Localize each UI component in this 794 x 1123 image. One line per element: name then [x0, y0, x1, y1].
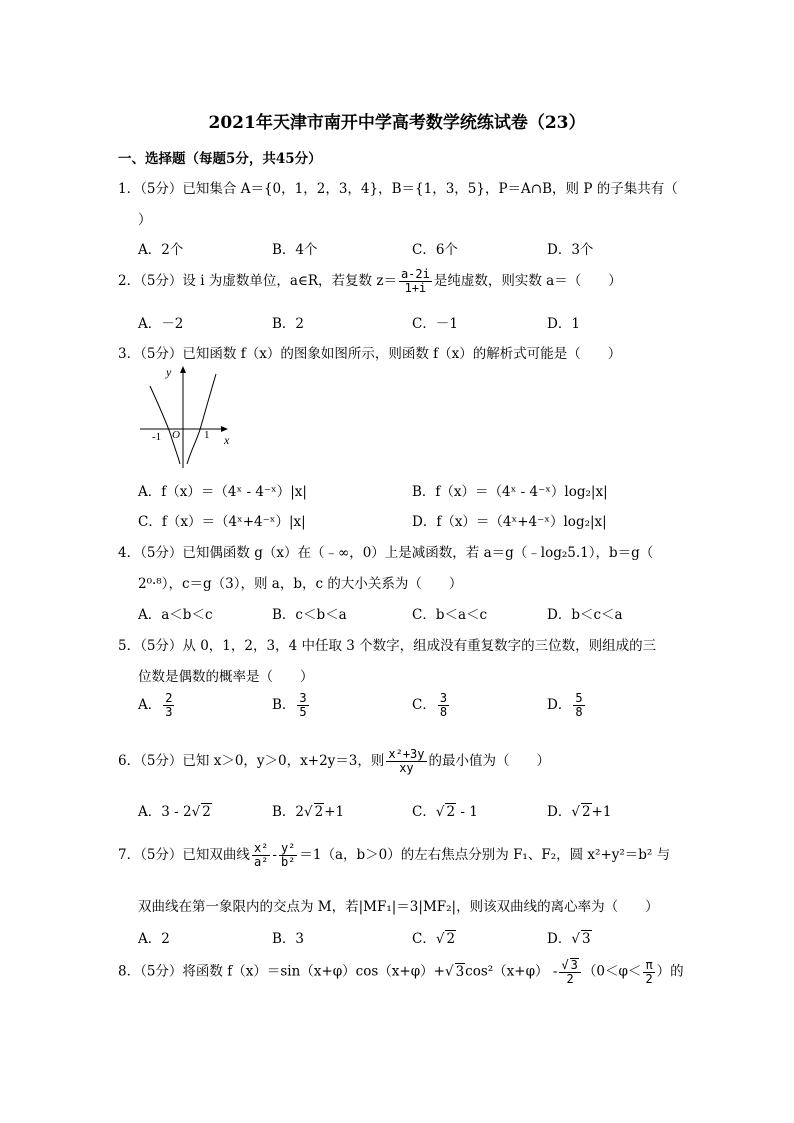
q4-option-b: B．c＜b＜a — [272, 607, 347, 623]
q5-c-num: 3 — [439, 691, 448, 705]
origin-label: O — [172, 429, 180, 441]
q6-c-rad: 2 — [446, 804, 456, 820]
q4-option-a: A．a＜b＜c — [138, 607, 213, 623]
q7-stem-pre: 7．（5分）已知双曲线 — [118, 847, 250, 864]
q5-option-b — [272, 692, 311, 719]
q6-option-a: A．3 - 2√ 2 — [138, 804, 211, 820]
q2-stem-pre: 2．（5分）设 i 为虚数单位，a∈R，若复数 z＝ — [118, 273, 397, 290]
q8-stem-mid2: （0＜φ＜ — [582, 963, 642, 980]
q3-option-c: C．f（x）＝（4ˣ+4⁻ˣ）|x| — [138, 514, 306, 530]
q8-rad: 3 — [455, 963, 465, 980]
q7-stem-tail: 双曲线在第一象限内的交点为 M，若|MF₁|＝3|MF₂|，则该双曲线的离心率为（ ） — [138, 899, 659, 915]
q7-d-pre: D． — [547, 931, 572, 947]
page-title: 2021年天津市南开中学高考数学统练试卷（23） — [208, 113, 586, 133]
q6-c-post: - 1 — [456, 804, 478, 820]
q6-c-pre: C． — [412, 804, 436, 820]
q4-stem-tail: 2⁰·⁸），c＝g（3），则 a，b，c 的大小关系为（ ） — [138, 576, 463, 592]
q3-stem: 3．（5分）已知函数 f（x）的图象如图所示，则函数 f（x）的解析式可能是（ ） — [118, 346, 622, 362]
q5-stem-tail: 位数是偶数的概率是（ ） — [138, 669, 314, 685]
q6-frac-den: xy — [399, 761, 414, 776]
q6-d-pre: D． — [547, 804, 572, 820]
q5-a-label: A． — [138, 697, 162, 714]
q2-option-a: A．－2 — [138, 316, 184, 332]
q1-option-a: A．2个 — [138, 242, 184, 258]
q6-option-c: C．√ 2 - 1 — [412, 804, 478, 820]
q6-a-rad: 2 — [202, 804, 211, 820]
q5-stem: 5．（5分）从 0，1，2，3，4 中任取 3 个数字，组成没有重复数字的三位数，则组成的三 — [118, 638, 657, 654]
q6-stem — [118, 748, 550, 775]
q6-d-post: +1 — [591, 804, 612, 820]
q1-option-d: D．3个 — [547, 242, 594, 258]
q8-stem-pre: 8．（5分）将函数 f（x）＝sin（x+φ）cos（x+φ）+ — [118, 963, 445, 980]
q6-b-rad: 2 — [314, 804, 324, 820]
q5-d-den: 8 — [575, 705, 583, 720]
q8-pi-den: 2 — [645, 971, 653, 986]
q8-stem-post: ）的 — [656, 963, 684, 980]
q8-frac-pi — [643, 959, 654, 986]
q5-a-num: 2 — [165, 691, 173, 705]
q5-d-num: 5 — [575, 691, 583, 705]
q5-option-c — [412, 692, 451, 719]
q7-stem-post: ＝1（a，b＞0）的左右焦点分别为 F₁、F₂，圆 x²+y²＝b² 与 — [299, 847, 671, 864]
pos-one-label: 1 — [204, 429, 210, 441]
q7-stem — [118, 842, 670, 869]
q7-option-b: B．3 — [272, 931, 305, 947]
q1-option-b: B．4个 — [272, 242, 318, 258]
q2-fraction — [399, 268, 432, 295]
q8-pi-num: π — [645, 957, 653, 972]
q5-a-den: 3 — [165, 705, 173, 720]
q2-option-b: B．2 — [272, 316, 305, 332]
q6-fraction — [386, 748, 426, 775]
q3-function-graph — [138, 364, 238, 472]
q4-stem: 4．（5分）已知偶函数 g（x）在（﹣∞，0）上是减函数，若 a＝g（﹣log₂5.1），b＝g（ — [118, 545, 654, 561]
y-label: y — [166, 365, 172, 379]
q6-d-rad: 2 — [581, 804, 591, 820]
q8-stem: 8．（5分）将函数 f（x）＝sin（x+φ）cos（x+φ）+√ 3cos²（x+φ） - $\frac{√ 3}{2}$ （0＜φ＜ $\frac{\pi}{2}$ ）的 — [118, 957, 684, 987]
q1-option-c: C．6个 — [412, 242, 458, 258]
right-curve — [187, 374, 216, 464]
left-curve — [150, 386, 180, 464]
q7-frac-y — [279, 842, 297, 869]
x-axis-arrow — [221, 426, 228, 432]
q3-option-d: D．f（x）＝（4ˣ+4⁻ˣ）log₂|x| — [412, 514, 607, 530]
q6-b-pre: B．2 — [272, 804, 305, 820]
q6-option-b: B．2√ 2+1 — [272, 804, 345, 820]
q5-b-num: 3 — [299, 691, 307, 705]
q8-frac-sqrt3: $\frac{√ 3}{2}$ — [559, 958, 580, 986]
q7-minus: - — [272, 847, 277, 864]
q7-frac-x — [252, 842, 270, 869]
y-axis-arrow — [180, 366, 186, 373]
neg-one-label: -1 — [152, 431, 162, 443]
q5-option-d — [547, 692, 587, 719]
q5-b-label: B． — [272, 697, 296, 714]
q7-d-rad: 3 — [581, 931, 591, 947]
q8-frac-rad: 3 — [570, 958, 578, 972]
q6-b-post: +1 — [324, 804, 345, 820]
q7-f1-den: a² — [253, 855, 269, 870]
q1-stem: 1．（5分）已知集合 A＝{0，1，2，3，4}，B＝{1，3，5}，P＝A∩B，则 P 的子集共有（ — [118, 181, 678, 197]
q7-c-rad: 2 — [446, 931, 456, 947]
q6-stem-post: 的最小值为（ ） — [428, 753, 550, 770]
q3-option-b: B．f（x）＝（4ˣ - 4⁻ˣ）log₂|x| — [412, 484, 608, 500]
q7-f1-num: x² — [253, 841, 269, 855]
q2-stem-post: 是纯虚数，则实数 a＝（ ） — [433, 273, 622, 290]
q7-c-pre: C． — [412, 931, 436, 947]
q4-option-c: C．b＜a＜c — [412, 607, 488, 623]
q6-frac-num: x²+3y — [388, 747, 425, 761]
q2-option-c: C．－1 — [412, 316, 458, 332]
q5-b-den: 5 — [299, 705, 307, 720]
section-heading: 一、选择题（每题5分，共45分） — [118, 151, 322, 167]
q5-c-label: C． — [412, 697, 436, 714]
q5-c-den: 8 — [439, 705, 448, 720]
q3-option-a: A．f（x）＝（4ˣ - 4⁻ˣ）|x| — [138, 484, 307, 500]
q7-f2-den: b² — [280, 855, 296, 870]
q5-d-label: D． — [547, 697, 572, 714]
q6-option-d: D．√ 2+1 — [547, 804, 612, 820]
q2-frac-den: 1+i — [404, 281, 427, 296]
q7-option-a: A．2 — [138, 931, 170, 947]
x-label: x — [224, 433, 230, 447]
q2-frac-num: a-2i — [400, 267, 430, 281]
q7-option-d: D．√ 3 — [547, 931, 591, 947]
q2-option-d: D．1 — [547, 316, 580, 332]
q4-option-d: D．b＜c＜a — [547, 607, 623, 623]
q7-option-c: C．√ 2 — [412, 931, 456, 947]
q6-stem-pre: 6．（5分）已知 x＞0，y＞0，x+2y＝3，则 — [118, 753, 385, 770]
q5-option-a — [138, 692, 176, 719]
q7-f2-num: y² — [280, 841, 296, 855]
q6-a-pre: A．3 - 2 — [138, 804, 192, 820]
q1-stem-tail: ） — [138, 212, 152, 228]
q2-stem — [118, 268, 622, 295]
q8-frac-den: 2 — [566, 972, 574, 987]
q8-stem-mid: cos²（x+φ） - — [465, 963, 558, 980]
